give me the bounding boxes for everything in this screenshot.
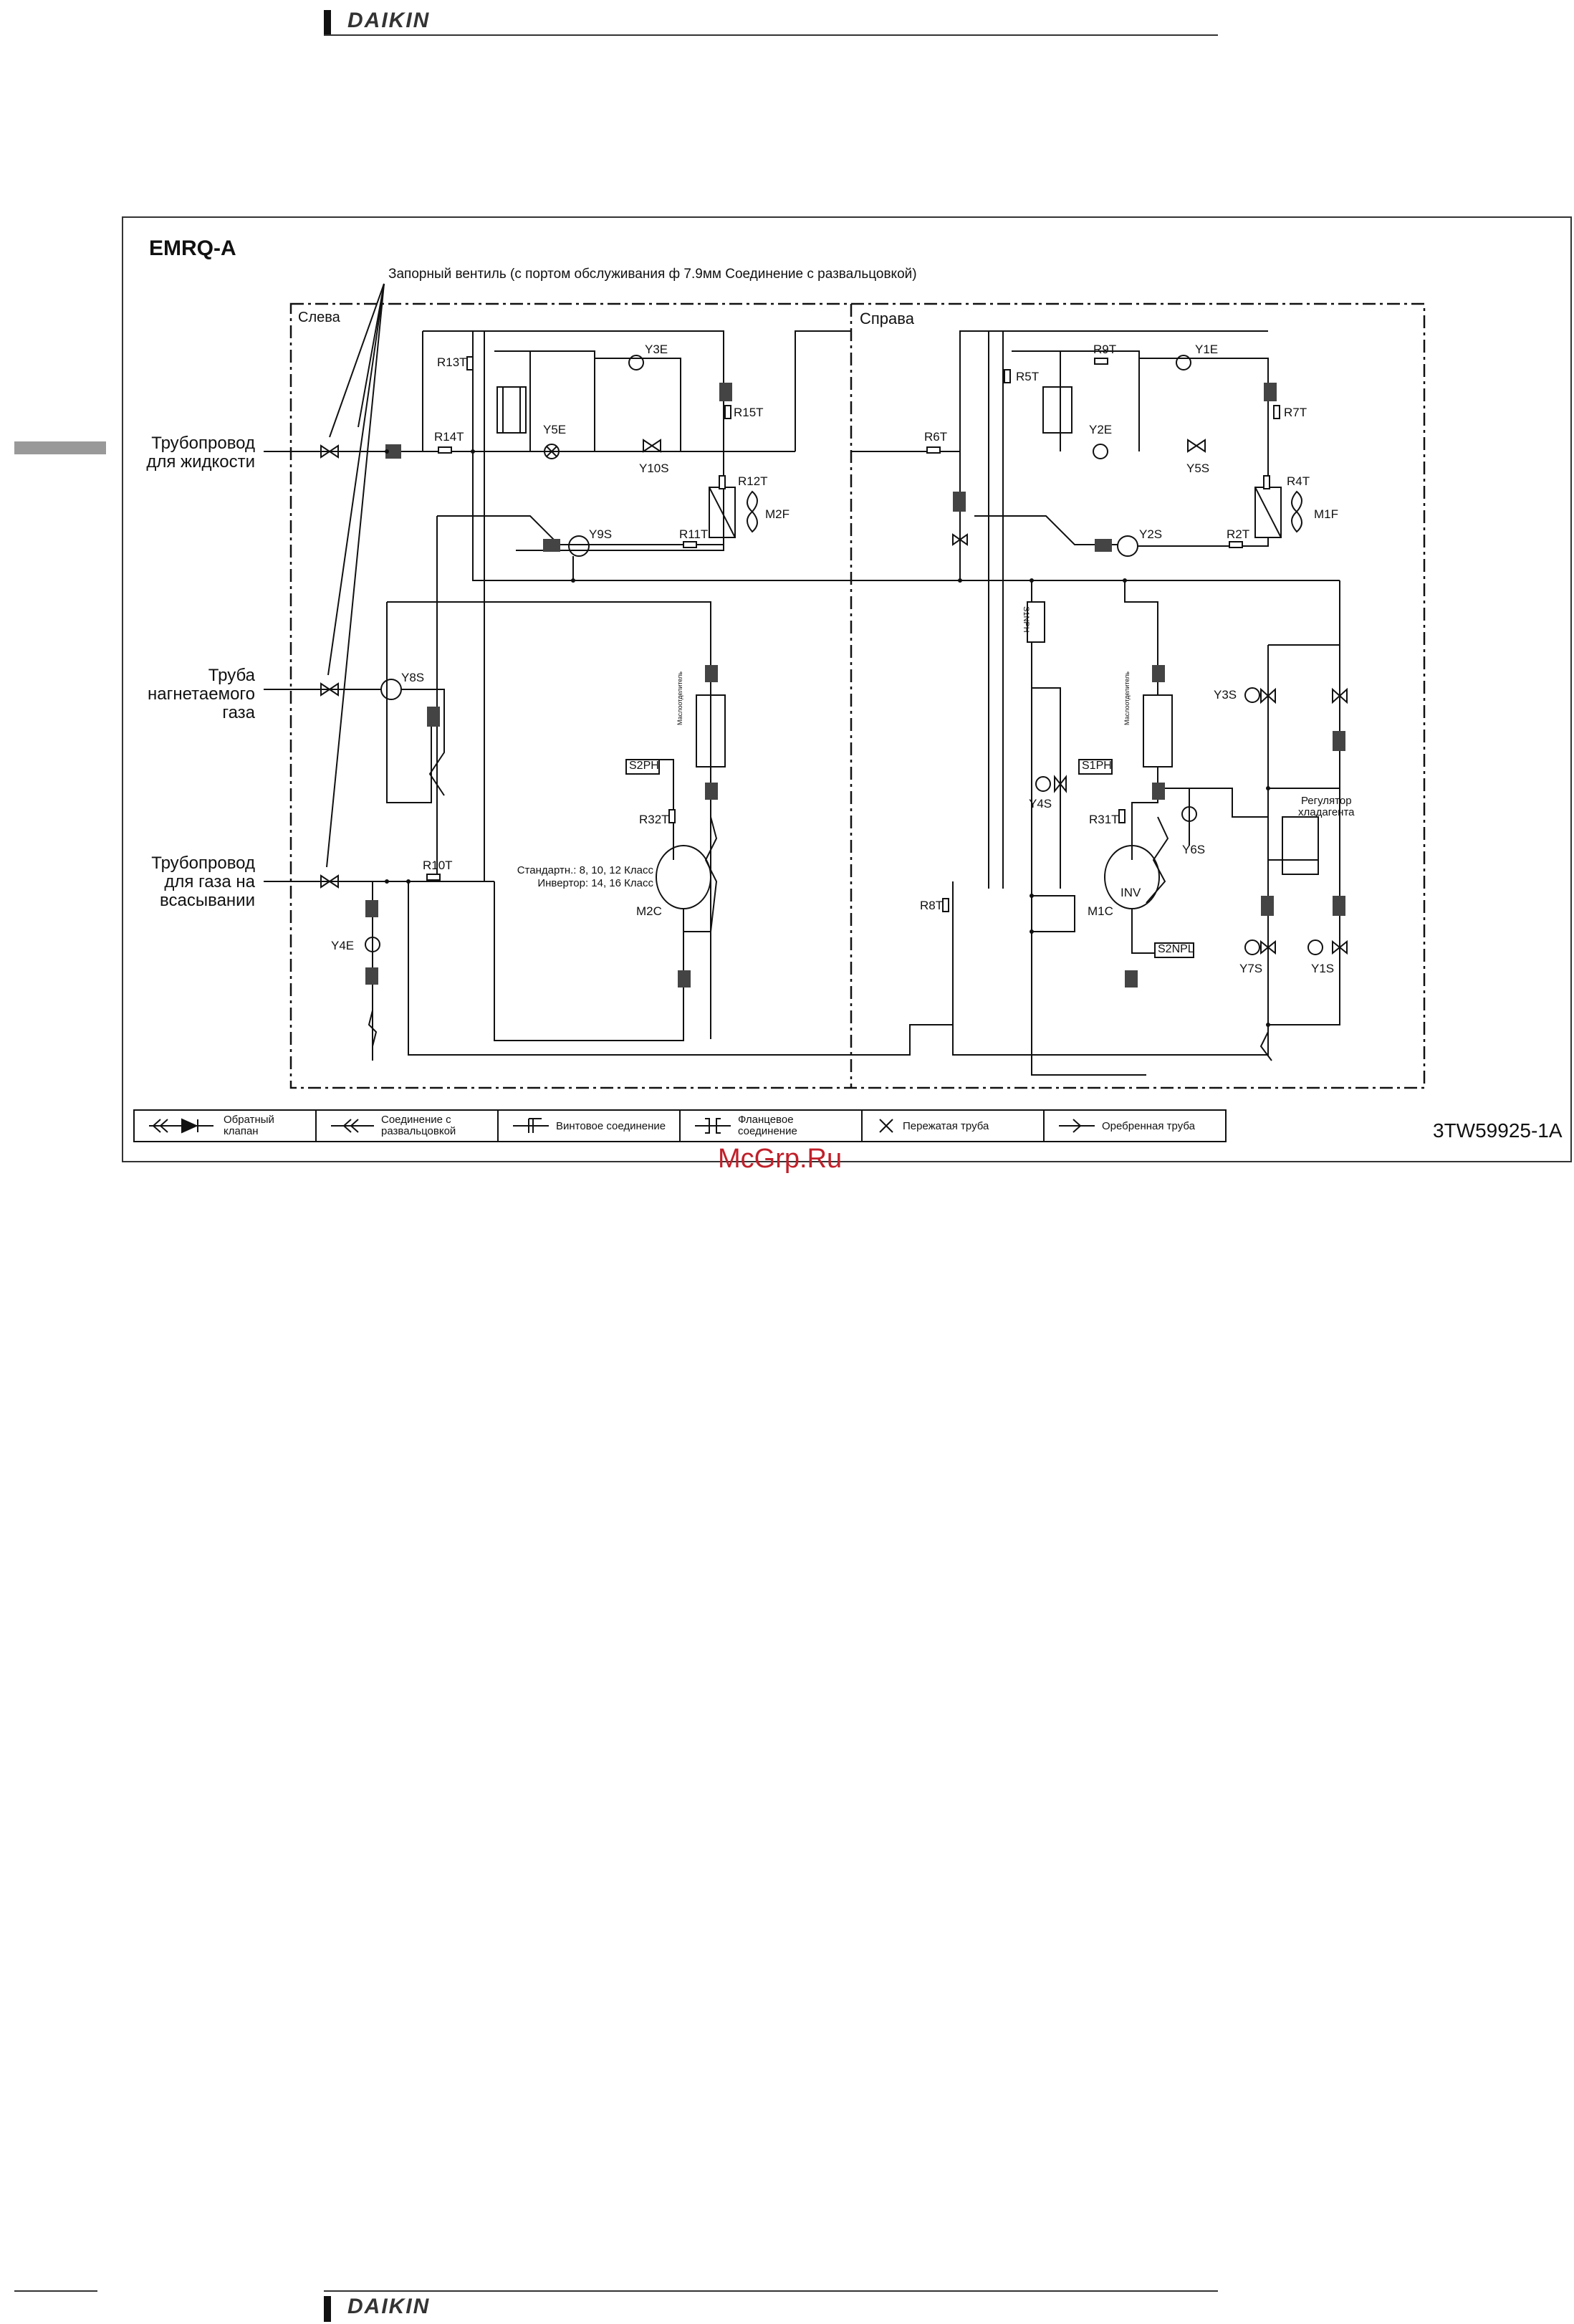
flare-connection-icon — [331, 1116, 374, 1135]
discharge-pipe-line-3: газа — [222, 703, 255, 722]
legend-item-pinched — [863, 1111, 1045, 1141]
component-label: R7T — [1284, 406, 1307, 419]
component-label: Y6S — [1182, 843, 1206, 856]
compressor-note-line-1: Стандартн.: 8, 10, 12 Класс — [517, 864, 653, 876]
component-label: R12T — [738, 474, 768, 488]
component-label: R11T — [679, 527, 709, 541]
footer-brand-logo: DAIKIN — [347, 2295, 431, 2318]
legend-item-check-valve — [135, 1111, 317, 1141]
liquid-pipe-label — [115, 434, 255, 472]
regulator-line-1: Регулятор — [1300, 795, 1352, 807]
suction-pipe-line-3: всасывании — [160, 891, 255, 910]
document-id: 3TW59925-1A — [1433, 1119, 1563, 1142]
legend-label: Обратный клапан — [224, 1114, 274, 1137]
component-label: M2F — [765, 507, 790, 521]
liquid-pipe-line-1: Трубопровод — [151, 434, 255, 453]
component-label: M2C — [636, 904, 662, 918]
component-label: Y7S — [1239, 962, 1263, 975]
component-label: R14T — [434, 430, 464, 444]
legend-label: Оребренная труба — [1102, 1119, 1195, 1132]
component-label: R8T — [920, 899, 944, 912]
component-label: Y1S — [1311, 962, 1335, 975]
refrigerant-regulator-label — [1298, 795, 1355, 818]
component-label: R31T — [1089, 813, 1119, 826]
legend-item-screw — [499, 1111, 681, 1141]
footer-bar — [324, 2296, 331, 2322]
component-label: Y5S — [1186, 462, 1210, 475]
component-label: Y10S — [639, 462, 669, 475]
legend-item-finned — [1045, 1111, 1225, 1141]
oil-separator-label-left: Маслоотделитель — [676, 671, 683, 725]
finned-pipe-icon — [1059, 1116, 1095, 1135]
component-label: INV — [1120, 886, 1141, 899]
legend-item-flare — [317, 1111, 499, 1141]
right-unit-label: Справа — [860, 310, 914, 327]
suction-pipe-line-1: Трубопровод — [151, 853, 255, 873]
component-label: S2PH — [629, 760, 659, 772]
component-label: R15T — [734, 406, 764, 419]
diagram-title: EMRQ-A — [149, 236, 236, 260]
component-label: M1C — [1088, 904, 1113, 918]
footer-rule — [324, 2290, 1218, 2292]
component-label: Y3E — [645, 343, 668, 356]
component-label: M1F — [1314, 507, 1338, 521]
oil-separator-label-right: Маслоотделитель — [1123, 671, 1131, 725]
component-label: Y2S — [1139, 527, 1163, 541]
header-brand-logo: DAIKIN — [347, 9, 431, 32]
left-unit-label: Слева — [298, 310, 340, 325]
compressor-note — [502, 864, 653, 890]
suction-pipe-line-2: для газа на — [164, 872, 255, 891]
check-valve-icon — [149, 1116, 213, 1135]
legend — [133, 1109, 1227, 1142]
screw-connection-icon — [513, 1116, 549, 1135]
suction-pipe-label — [115, 854, 255, 910]
legend-label: Фланцевое соединение — [738, 1114, 797, 1137]
component-label: R4T — [1287, 474, 1310, 488]
component-label: R2T — [1227, 527, 1250, 541]
compressor-note-line-2: Инвертор: 14, 16 Класс — [537, 877, 653, 889]
legend-label: Пережатая труба — [903, 1119, 989, 1132]
component-label: S1NPH — [1022, 606, 1030, 633]
component-label: R32T — [639, 813, 669, 826]
component-label: R9T — [1093, 343, 1117, 356]
component-label: R10T — [423, 859, 453, 872]
regulator-line-2: хладагента — [1298, 806, 1355, 818]
liquid-pipe-line-2: для жидкости — [146, 452, 255, 472]
legend-label: Винтовое соединение — [556, 1119, 666, 1132]
discharge-pipe-line-1: Труба — [208, 666, 255, 685]
flange-connection-icon — [695, 1116, 731, 1135]
pinched-pipe-icon — [877, 1116, 896, 1135]
component-label: Y4S — [1029, 797, 1052, 810]
footer-rule-left — [14, 2290, 97, 2292]
component-label: Y5E — [543, 423, 567, 436]
component-label: Y1E — [1195, 343, 1219, 356]
component-label: R5T — [1016, 370, 1040, 383]
legend-item-flange — [681, 1111, 863, 1141]
component-label: Y9S — [589, 527, 613, 541]
discharge-pipe-label — [115, 666, 255, 722]
component-label: Y8S — [401, 671, 425, 684]
watermark: McGrp.Ru — [718, 1144, 843, 1174]
component-label: R13T — [437, 355, 467, 369]
component-label: S1PH — [1082, 760, 1112, 772]
component-label: S2NPL — [1158, 943, 1194, 955]
stop-valve-note: Запорный вентиль (с портом обслуживания ф 7.9мм Соединение с развальцовкой) — [388, 267, 917, 282]
component-label: Y2E — [1089, 423, 1113, 436]
legend-label: Соединение с развальцовкой — [381, 1114, 456, 1137]
component-label: Y3S — [1214, 688, 1237, 702]
discharge-pipe-line-2: нагнетаемого — [148, 684, 255, 704]
component-label: R6T — [924, 430, 948, 444]
component-label: Y4E — [331, 939, 355, 952]
